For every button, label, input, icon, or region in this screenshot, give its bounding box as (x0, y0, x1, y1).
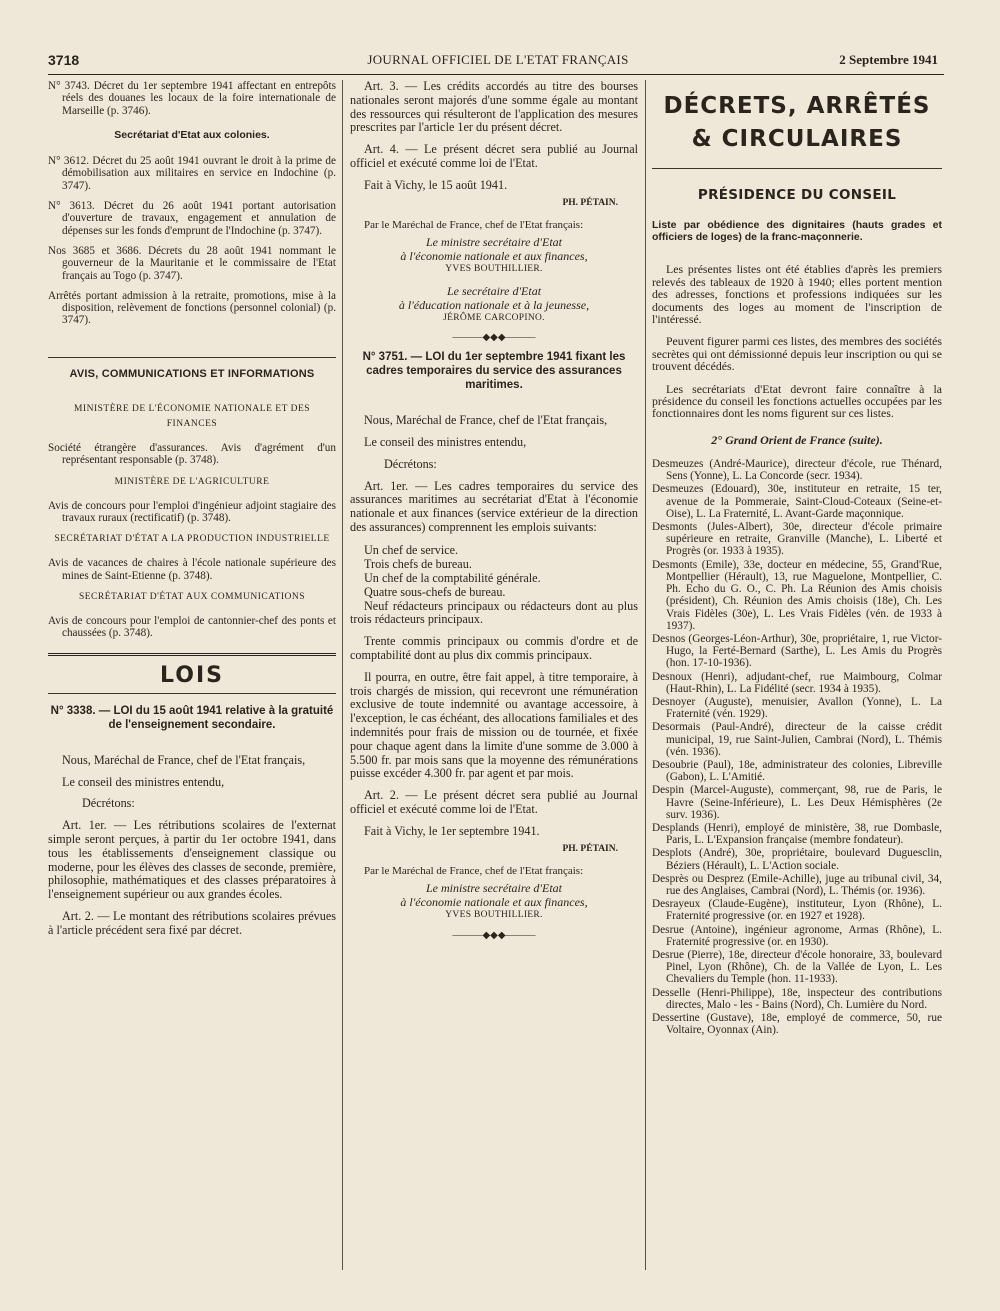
paragraph: Art. 1er. — Les rétributions scolaires de l'externat simple seront perçues, à partir du 1er octobre 1941, dans tous les établissements d'enseignement classique ou moderne, pour les élèves des classes de seconde, première, philosophie, mathématiques et des classes préparatoires à l'enseignement supérieur ou aux grandes écoles. (48, 818, 336, 902)
fait-line: Fait à Vichy, le 15 août 1941. (364, 177, 508, 192)
law-title: N° 3751. — LOI du 1er septembre 1941 fixant les cadres temporaires du service des assurances maritimes. (362, 351, 626, 392)
divider (48, 693, 336, 694)
list-item: Desmeuzes (André-Maurice), directeur d'école, rue Thénard, Sens (Yonne), L. La Concorde (secr. 1934). (652, 458, 942, 483)
list-item: Desselle (Henri-Philippe), 18e, inspecteur des contributions directes, Malo - les - Bains (Nord), Ch. Lumière du Nord. (652, 986, 942, 1011)
list-item: Desrue (Pierre), 18e, directeur d'école honoraire, 33, boulevard Pinel, Lyon (Rhône), Ch. de la Vallée de Lyon, L. Les Chevaliers du Temple (hon. 11-1933). (652, 948, 942, 986)
ministry-heading: SECRÉTARIAT D'ÉTAT A LA PRODUCTION INDUSTRIELLE (54, 534, 330, 545)
presidence-heading: PRÉSIDENCE DU CONSEIL (697, 187, 897, 203)
ministry-heading: MINISTÈRE DE L'AGRICULTURE (114, 476, 270, 487)
minister-title: Le secrétaire d'Etat (446, 283, 542, 298)
list-item: Desrayeux (Claude-Eugène), instituteur, Lyon (Rhône), L. Fraternité progressive (or. en 1927 et 1928). (652, 898, 942, 923)
header-rule (48, 74, 944, 75)
decrets-heading (652, 90, 942, 156)
minister-title: à l'économie nationale et aux finances, (400, 249, 588, 264)
paragraph: Art. 3. — Les crédits accordés au titre des bourses nationales seront majorés d'une somme égale au montant des ressources qui résulteront de l'application des mesures prescrites par l'article 1er du présent décret. (350, 79, 638, 135)
list-item: Desplands (Henri), employé de ministère, 38, rue Dombasle, Paris, L. L'Expansion française (membre fondateur). (652, 821, 942, 847)
list-item: Desmeuzes (Edouard), 30e, instituteur en retraite, 15 ter, avenue de la Pommeraie, Saint-Cloud-Coteaux (Seine-et-Oise), L. La Fraternité, L. Avant-Garde maçonnique. (652, 483, 942, 520)
minister-title: à l'économie nationale et aux finances, (400, 895, 588, 910)
page-header (48, 50, 948, 74)
signature: PH. PÉTAIN. (562, 844, 618, 855)
list-item: Desnoux (Henri), adjudant-chef, rue Maimbourg, Colmar (Haut-Rhin), L. La Fidélité (secr. 1934 à 1935). (652, 670, 942, 695)
list-item: Dessertine (Gustave), 18e, employé de commerce, 50, rue Voltaire, Oyonnax (Ain). (652, 1012, 942, 1037)
law-title: N° 3338. — LOI du 15 août 1941 relative à la gratuité de l'enseignement secondaire. (50, 704, 334, 731)
list-item: Desmonts (Jules-Albert), 30e, directeur d'école primaire supérieure en retraite, Granville (Manche), L. Liberté et Progrès (or. 1933 à 1935). (652, 521, 942, 558)
section-heading: Secrétariat d'Etat aux colonies. (114, 128, 270, 141)
list-item: Desoubrie (Paul), 18e, administrateur des colonies, Libreville (Gabon), L. L'Amitié. (652, 758, 942, 784)
divider (48, 357, 336, 358)
list-item: Desmonts (Emile), 33e, docteur en médecine, 55, Grand'Rue, Montpellier (Hérault), 13, rue Maguelone, Montpellier, C. Ph. Echo du G. O., C. Ph. La Réunion des Amis choisis (président), Ch. Réunion des Amis choisis (18e), Ch. Les Vrais Fidèles (30e), L. Les Vrais Fidèles (vén. de 1933 à 1937). (652, 558, 942, 632)
list-item: Desormais (Paul-André), directeur de la caisse crédit municipal, 19, rue Saint-Julien, Cambrai (Nord), L. Thémis (vén. 1936). (652, 721, 942, 758)
section-heading: AVIS, COMMUNICATIONS ET INFORMATIONS (69, 367, 315, 380)
signature: PH. PÉTAIN. (562, 198, 618, 209)
paragraph: Neuf rédacteurs principaux ou rédacteurs dont au plus trois rédacteurs principaux. (350, 598, 638, 627)
paragraph: Décrétons: (82, 796, 135, 811)
dignitaries-list (652, 458, 942, 1036)
countersign-intro: Par le Maréchal de France, chef de l'Etat français: (364, 865, 584, 878)
paragraph: Art. 1er. — Les cadres temporaires du service des assurances maritimes au secrétariat d'Etat à l'économie nationale et aux finances (service extérieur de la direction des assurances) comprennent les emplois suivants: (350, 478, 638, 535)
minister-name: YVES BOUTHILLIER. (445, 910, 543, 921)
ornament: ———◆◆◆——— (452, 929, 536, 941)
paragraph: Art. 2. — Le montant des rétributions scolaires prévues à l'article précédent sera fixé par décret. (48, 908, 336, 937)
paragraph: Les secrétariats d'Etat devront faire connaître à la présidence du conseil les fonctions actuelles occupées par les fonctionnaires dont les noms figurent sur ces listes. (652, 381, 942, 421)
paragraph: Nous, Maréchal de France, chef de l'Etat français, (62, 752, 306, 767)
decrets-heading-line: DÉCRETS, ARRÊTÉS (663, 93, 931, 119)
countersign-intro: Par le Maréchal de France, chef de l'Etat français: (364, 219, 584, 232)
list-item: Desnos (Georges-Léon-Arthur), 30e, propriétaire, 1, rue Victor-Hugo, la Ferté-Bernard (Sarthe), L. Les Amis du Progrès (hon. 17-10-1936). (652, 632, 942, 670)
column-1 (48, 80, 336, 945)
fait-line: Fait à Vichy, le 1er septembre 1941. (364, 823, 540, 838)
paragraph: Art. 2. — Le présent décret sera publié au Journal officiel et exécuté comme loi de l'Etat. (350, 788, 638, 817)
paragraph: Il pourra, en outre, être fait appel, à titre temporaire, à trois chargés de mission, qui recevront une rémunération exclusive de toute indemnité ou avantage accessoire, à l'exception, le cas échéant, des allocations familiales et des indemnités pour frais de mission ou de tournée, et fixée pour chaque agent dans la limite d'une somme de 3.000 à 5.500 fr. par mois sans que la moyenne des rémunérations puisse excéder 4.300 fr. par agent et par mois. (350, 669, 638, 781)
minister-name: YVES BOUTHILLIER. (445, 264, 543, 275)
paragraph: Décrétons: (384, 456, 437, 471)
list-item: Desrue (Antoine), ingénieur agronome, Armas (Rhône), L. Fraternité progressive (or. en 1930). (652, 923, 942, 948)
lois-heading: LOIS (160, 663, 224, 689)
liste-title: Liste par obédience des dignitaires (hauts grades et officiers de loges) de la franc-maçonnerie. (652, 219, 942, 244)
page-number: 3718 (48, 52, 80, 68)
list-item: Un chef de la comptabilité générale. (364, 571, 541, 586)
divider (652, 168, 942, 169)
ministry-heading: MINISTÈRE DE L'ÉCONOMIE NATIONALE ET DES FINANCES (73, 404, 311, 430)
list-item: Quatre sous-chefs de bureau. (364, 585, 506, 600)
summary-item: Avis de concours pour l'emploi d'ingénieur adjoint stagiaire des travaux ruraux (rectificatif) (p. 3748). (48, 499, 336, 524)
list-item: Trois chefs de bureau. (364, 557, 472, 572)
paragraph: Les présentes listes ont été établies d'après les premiers relevés des tableaux de 1920 à 1940; elles portent mention des adresses, fonctions et professions indiquées sur les documents des loges au moment de l'inscription de l'intéressé. (652, 262, 942, 326)
issue-date: 2 Septembre 1941 (839, 52, 938, 67)
minister-title: Le ministre secrétaire d'Etat (426, 235, 562, 250)
obedience-heading: 2° Grand Orient de France (suite). (711, 432, 883, 447)
summary-item: N° 3743. Décret du 1er septembre 1941 affectant en entrepôts réels des douanes les locaux de la foire internationale de Marseille (p. 3746). (48, 80, 336, 117)
minister-name: JÉRÔME CARCOPINO. (443, 312, 545, 323)
decrets-heading-line: & CIRCULAIRES (691, 126, 903, 152)
paragraph: Nous, Maréchal de France, chef de l'Etat français, (364, 413, 608, 428)
list-item: Desprès ou Desprez (Emile-Achille), juge au tribunal civil, 34, rue des Anglaises, Cambrai (Nord), L. Thémis (or. 1936). (652, 872, 942, 897)
paragraph: Trente commis principaux ou commis d'ordre et de comptabilité dont au plus dix commis principaux. (350, 634, 638, 663)
paragraph: Le conseil des ministres entendu, (364, 435, 527, 450)
column-divider (645, 80, 646, 1270)
paragraph: Art. 4. — Le présent décret sera publié au Journal officiel et exécuté comme loi de l'Etat. (350, 142, 638, 170)
column-3 (652, 80, 942, 1037)
list-item: Desnoyer (Auguste), menuisier, Avallon (Yonne), L. La Fraternité (vén. 1929). (652, 695, 942, 721)
summary-item: Société étrangère d'assurances. Avis d'agrément d'un représentant responsable (p. 3748). (48, 442, 336, 467)
summary-item: Avis de vacances de chaires à l'école nationale supérieure des mines de Saint-Etienne (p. 3748). (48, 557, 336, 582)
list-item: Desplots (André), 30e, propriétaire, boulevard Duguesclin, Béziers (Hérault), L. L'Action sociale. (652, 847, 942, 872)
summary-item: N° 3613. Décret du 26 août 1941 portant autorisation d'ouverture de travaux, engagement et annulation de dépenses sur les fonds d'emprunt de l'Indochine (p. 3747). (48, 200, 336, 237)
summary-item: Arrêtés portant admission à la retraite, promotions, mise à la disposition, relèvement de fonctions (personnel colonial) (p. 3747). (48, 289, 336, 327)
minister-title: Le ministre secrétaire d'Etat (426, 881, 562, 896)
minister-title: à l'éducation nationale et à la jeunesse, (398, 297, 590, 312)
ministry-heading: SECRÉTARIAT D'ÉTAT AUX COMMUNICATIONS (78, 591, 306, 602)
column-divider (342, 80, 343, 1270)
paragraph: Peuvent figurer parmi ces listes, des membres des sociétés secrètes qui ont démissionné depuis leur inscription ou qui se trouvent décédés. (652, 334, 942, 374)
column-2 (350, 80, 638, 948)
divider (48, 653, 336, 656)
summary-item: N° 3612. Décret du 25 août 1941 ouvrant le droit à la prime de démobilisation aux militaires en service en Indochine (p. 3747). (48, 155, 336, 192)
summary-item: Nos 3685 et 3686. Décrets du 28 août 1941 nommant le gouverneur de la Mauritanie et le commissaire de l'Etat français au Togo (p. 3747). (48, 244, 336, 282)
summary-item: Avis de concours pour l'emploi de cantonnier-chef des ponts et chaussées (p. 3748). (48, 614, 336, 640)
paragraph: Le conseil des ministres entendu, (62, 774, 225, 789)
list-item: Un chef de service. (364, 542, 459, 557)
ornament: ———◆◆◆——— (452, 331, 536, 343)
journal-title: JOURNAL OFFICIEL DE L'ETAT FRANÇAIS (367, 52, 629, 67)
list-item: Despin (Marcel-Auguste), commerçant, 98, rue de Paris, le Havre (Seine-Inférieure), L. Les Deux Hémisphères (2e surv. 1936). (652, 784, 942, 821)
